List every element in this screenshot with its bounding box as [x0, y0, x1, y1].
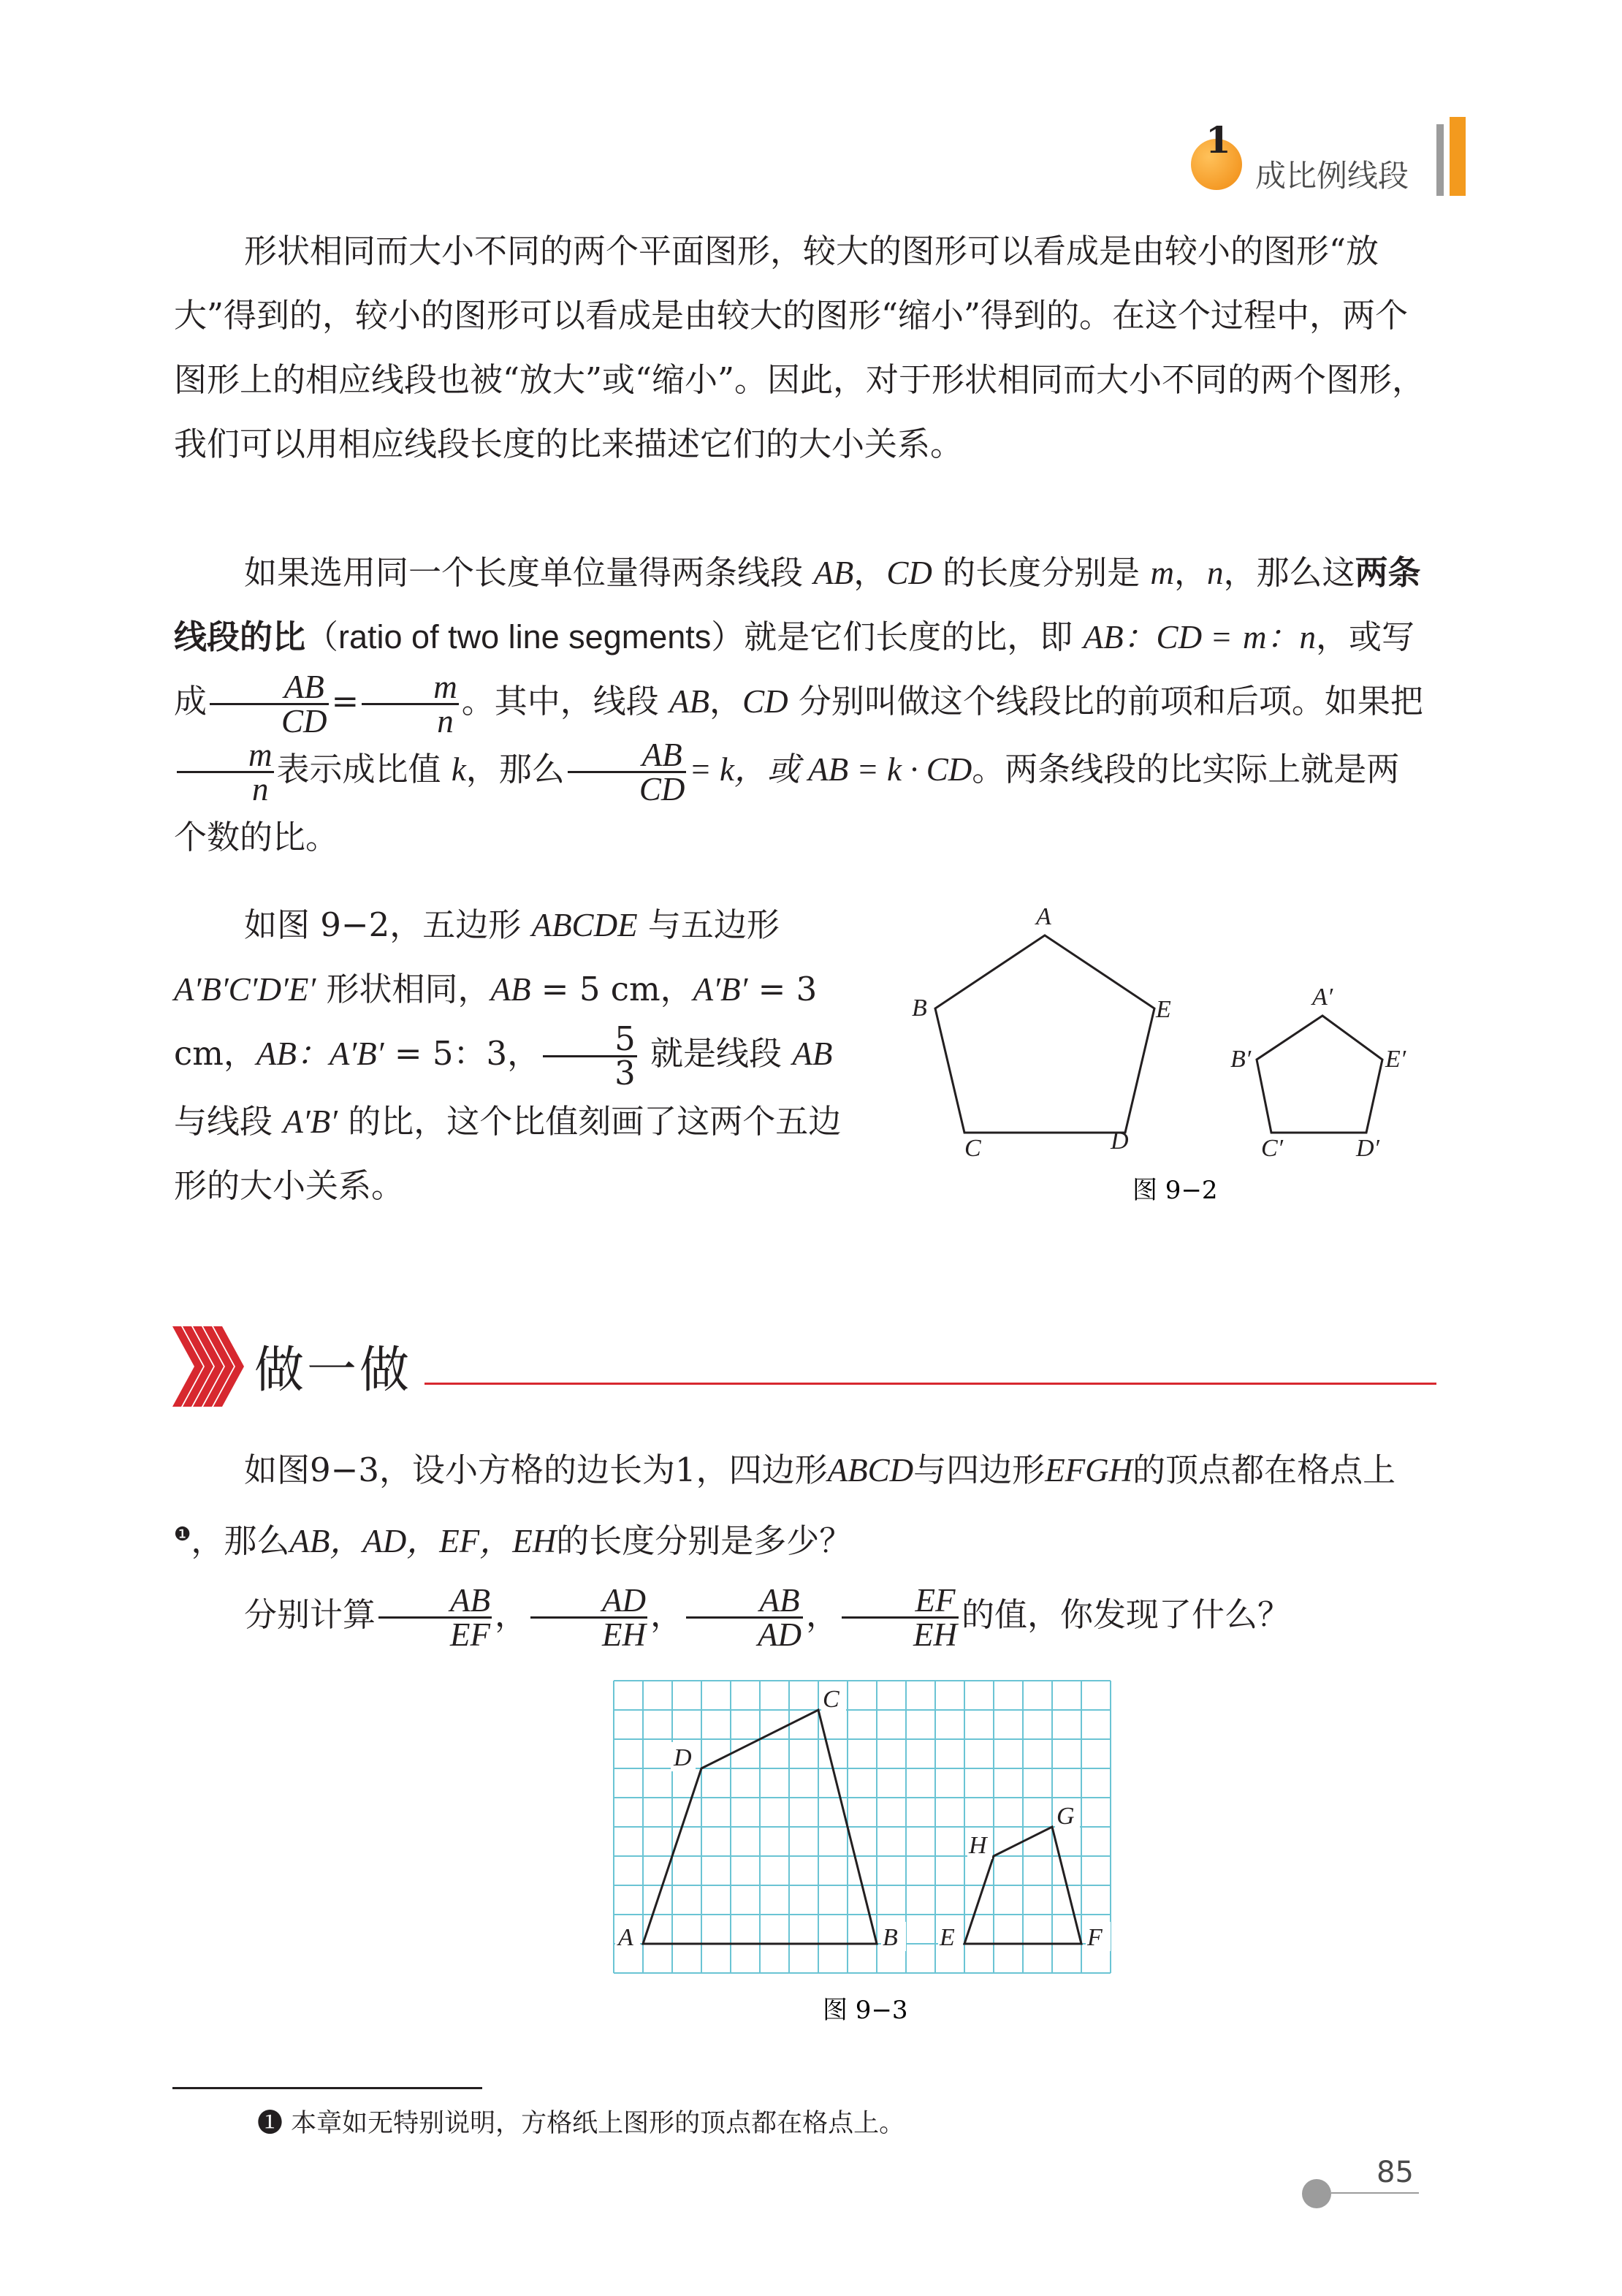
activity-question-1: 如图9−3，设小方格的边长为1，四边形ABCD与四边形EFGH的顶点都在格点上$^❶$，那么AB，AD，EF，EH的长度分别是多少？: [174, 1451, 1396, 1560]
label-A: A: [1036, 903, 1051, 930]
page-number: 85: [1377, 2156, 1414, 2189]
fraction-ab-ef: $\frac{AB}{EF}$: [378, 1584, 492, 1651]
label-H: H: [969, 1832, 987, 1859]
fraction-ad-eh: $\frac{AD}{EH}$: [530, 1584, 647, 1651]
figure-9-2: [891, 892, 1447, 1242]
figure-9-2-caption: 图 9−2: [1132, 1176, 1218, 1205]
section-header: [1191, 118, 1483, 205]
fraction-ab-ad: $\frac{AB}{AD}$: [686, 1584, 803, 1651]
header-bar-thin: [1436, 124, 1444, 196]
intro-text: 形状相同而大小不同的两个平面图形，较大的图形可以看成是由较小的图形“放大”得到的，较小的图形可以看成是由较大的图形“缩小”得到的。在这个过程中，两个图形上的相应线段也被“放大”或“缩小”。因此，对于形状相同而大小不同的两个图形，我们可以用相应线段长度的比来描述它们的大小关系。: [174, 232, 1425, 463]
figure-9-3-caption: 图 9−3: [823, 1996, 908, 2025]
definition-paragraph: 如果选用同一个长度单位量得两条线段 AB，CD 的长度分别是 m，n，那么这两条线段的比（ratio of two line segments）就是它们长度的比，即 AB：CD = m：n，或写成 $\frac{AB}{CD}$ = $\frac{m}{n}$ 。其中，线段 AB，CD 分别叫做这个线段比的前项和后项。如果把 $\frac{m}{n}$ 表示成比值 k，那么 $\frac{AB}{CD}$ = k，或 AB = k · CD。两条线段的比实际上就是两个数的比。: [174, 553, 1423, 856]
footnote-ref: ❶: [174, 1524, 191, 1546]
footnote-rule: [172, 2087, 482, 2089]
label-C: C: [823, 1686, 839, 1713]
label-D: D: [674, 1744, 692, 1771]
label-C: C: [964, 1135, 981, 1162]
activity-header: [172, 1326, 1436, 1414]
grid: [614, 1681, 1111, 1973]
fraction-ef-eh: $\frac{EF}{EH}$: [842, 1584, 959, 1651]
page-number-marker: [1302, 2179, 1331, 2208]
label-G: G: [1056, 1803, 1075, 1830]
label-E-prime: E′: [1385, 1046, 1406, 1073]
pentagon-paragraph: 如图 9−2，五边形 ABCDE 与五边形 A′B′C′D′E′ 形状相同，AB = 5 cm，A′B′ = 3 cm，AB：A′B′ = 5：3， $\frac{5}{3}$ 就是线段 AB 与线段 A′B′ 的比，这个比值刻画了这两个五边形的大小关系。: [174, 905, 842, 1205]
activity-question-2: 分别计算 $\frac{AB}{EF}$ ， $\frac{AD}{EH}$ ， $\frac{AB}{AD}$ ， $\frac{EF}{EH}$ 的值，你发现了什么？: [244, 1582, 1291, 1653]
label-B-prime: B′: [1230, 1046, 1252, 1073]
chevrons-icon: [172, 1326, 245, 1407]
figure-9-3: [606, 1673, 1118, 2039]
small-pentagon: [1257, 1016, 1382, 1133]
section-title: 成比例线段: [1255, 158, 1409, 194]
fraction-5-3: $\frac{5}{3}$: [543, 1023, 637, 1090]
label-A: A: [618, 1924, 633, 1951]
label-F: F: [1087, 1924, 1103, 1951]
intro-paragraph: [174, 219, 1432, 476]
fraction-ab-cd: $\frac{AB}{CD}$: [210, 671, 329, 737]
label-D-prime: D′: [1356, 1135, 1379, 1162]
ratio-term: 两条线段的比: [174, 553, 1421, 656]
activity-rule: [424, 1383, 1436, 1385]
page-number-rule: [1331, 2192, 1419, 2194]
label-E: E: [1156, 996, 1171, 1023]
footnote-text: 本章如无特别说明，方格纸上图形的顶点都在格点上。: [291, 2109, 905, 2138]
fraction-m-n-2: $\frac{m}{n}$: [177, 739, 274, 805]
big-pentagon: [935, 935, 1154, 1133]
footnote: [257, 2103, 905, 2140]
label-E: E: [940, 1924, 955, 1951]
label-B: B: [912, 995, 927, 1022]
footnote-marker: ❶: [257, 2109, 283, 2138]
grid-labels: [615, 1684, 1111, 1951]
label-C-prime: C′: [1261, 1135, 1284, 1162]
section-number: 1: [1206, 118, 1231, 161]
fraction-m-n: $\frac{m}{n}$: [362, 671, 459, 737]
header-bar-thick: [1450, 117, 1466, 196]
activity-title: 做一做: [254, 1342, 413, 1399]
label-B: B: [883, 1924, 898, 1951]
fraction-ab-cd-2: $\frac{AB}{CD}$: [568, 739, 687, 805]
label-D: D: [1111, 1128, 1129, 1155]
label-A-prime: A′: [1312, 984, 1333, 1011]
